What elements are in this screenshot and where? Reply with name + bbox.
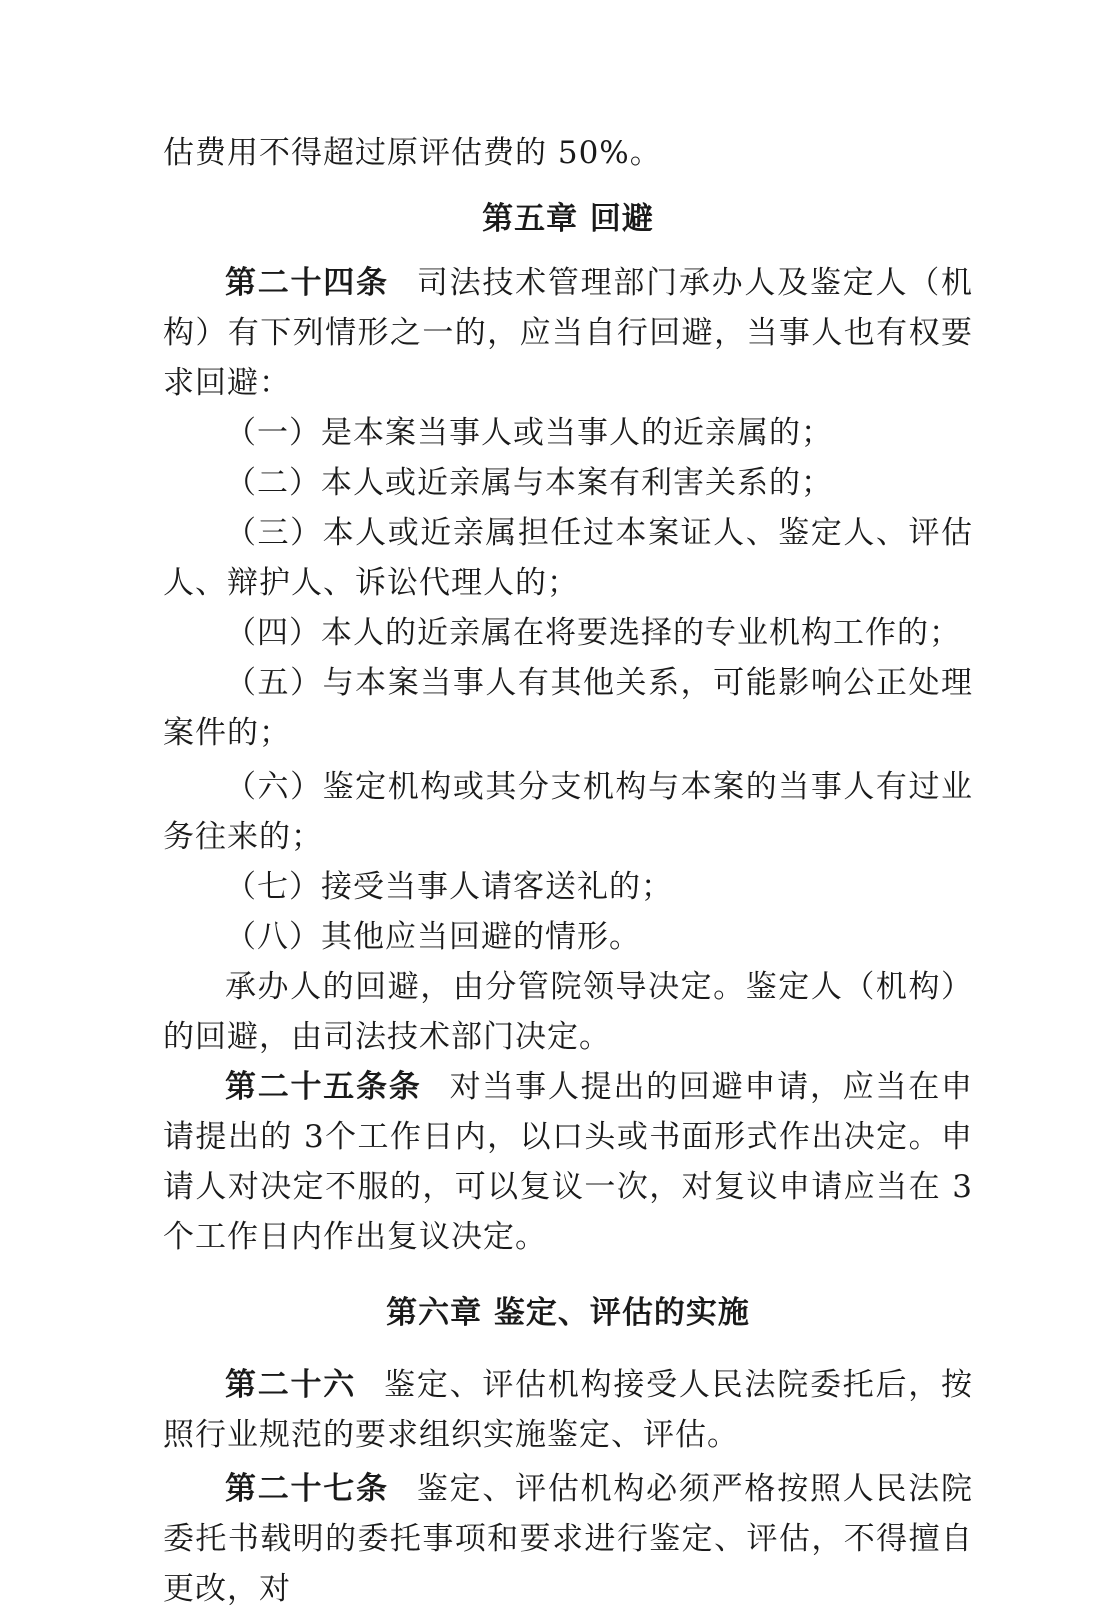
recusal-item-8: （八）其他应当回避的情形。 bbox=[225, 919, 641, 955]
article-26-text: 鉴定、评估机构接受人民法院委托后，按照行业规范的要求组织实施鉴定、评估。 bbox=[163, 1367, 974, 1453]
article-25-label: 第二十五条条 bbox=[225, 1069, 422, 1105]
recusal-item-5: （五）与本案当事人有其他关系，可能影响公正处理案件的； bbox=[163, 665, 973, 751]
article-25 bbox=[163, 1062, 973, 1262]
article-24 bbox=[163, 258, 973, 408]
recusal-item-2: （二）本人或近亲属与本案有利害关系的； bbox=[225, 465, 833, 501]
chapter-5-title: 第五章 回避 bbox=[482, 201, 654, 237]
chapter-6-title: 第六章 鉴定、评估的实施 bbox=[386, 1295, 750, 1331]
article-25-text: 对当事人提出的回避申请，应当在申请提出的 3个工作日内，以口头或书面形式作出决定。申请人对决定不服的，可以复议一次，对复议申请应当在 3 个工作日内作出复议决定。 bbox=[163, 1069, 974, 1255]
continuation-text: 估费用不得超过原评估费的 50%。 bbox=[163, 135, 662, 171]
recusal-item-1: （一）是本案当事人或当事人的近亲属的； bbox=[225, 415, 833, 451]
article-24-text: 司法技术管理部门承办人及鉴定人（机构）有下列情形之一的，应当自行回避，当事人也有权要求回避： bbox=[163, 265, 974, 401]
article-27-label: 第二十七条 bbox=[225, 1471, 389, 1507]
article-27 bbox=[163, 1464, 973, 1614]
article-24-label: 第二十四条 bbox=[225, 265, 389, 301]
document-body bbox=[163, 128, 973, 1614]
recusal-item-7: （七）接受当事人请客送礼的； bbox=[225, 869, 673, 905]
recusal-item-3: （三）本人或近亲属担任过本案证人、鉴定人、评估人、辩护人、诉讼代理人的； bbox=[163, 515, 973, 601]
article-26 bbox=[163, 1360, 973, 1460]
recusal-item-4: （四）本人的近亲属在将要选择的专业机构工作的； bbox=[225, 615, 961, 651]
recusal-item-6: （六）鉴定机构或其分支机构与本案的当事人有过业务往来的； bbox=[163, 769, 973, 855]
article-27-text: 鉴定、评估机构必须严格按照人民法院委托书载明的委托事项和要求进行鉴定、评估，不得擅自更改，对 bbox=[163, 1471, 974, 1607]
article-26-label: 第二十六 bbox=[225, 1367, 357, 1403]
recusal-decision-text: 承办人的回避，由分管院领导决定。鉴定人（机构）的回避，由司法技术部门决定。 bbox=[163, 969, 973, 1055]
